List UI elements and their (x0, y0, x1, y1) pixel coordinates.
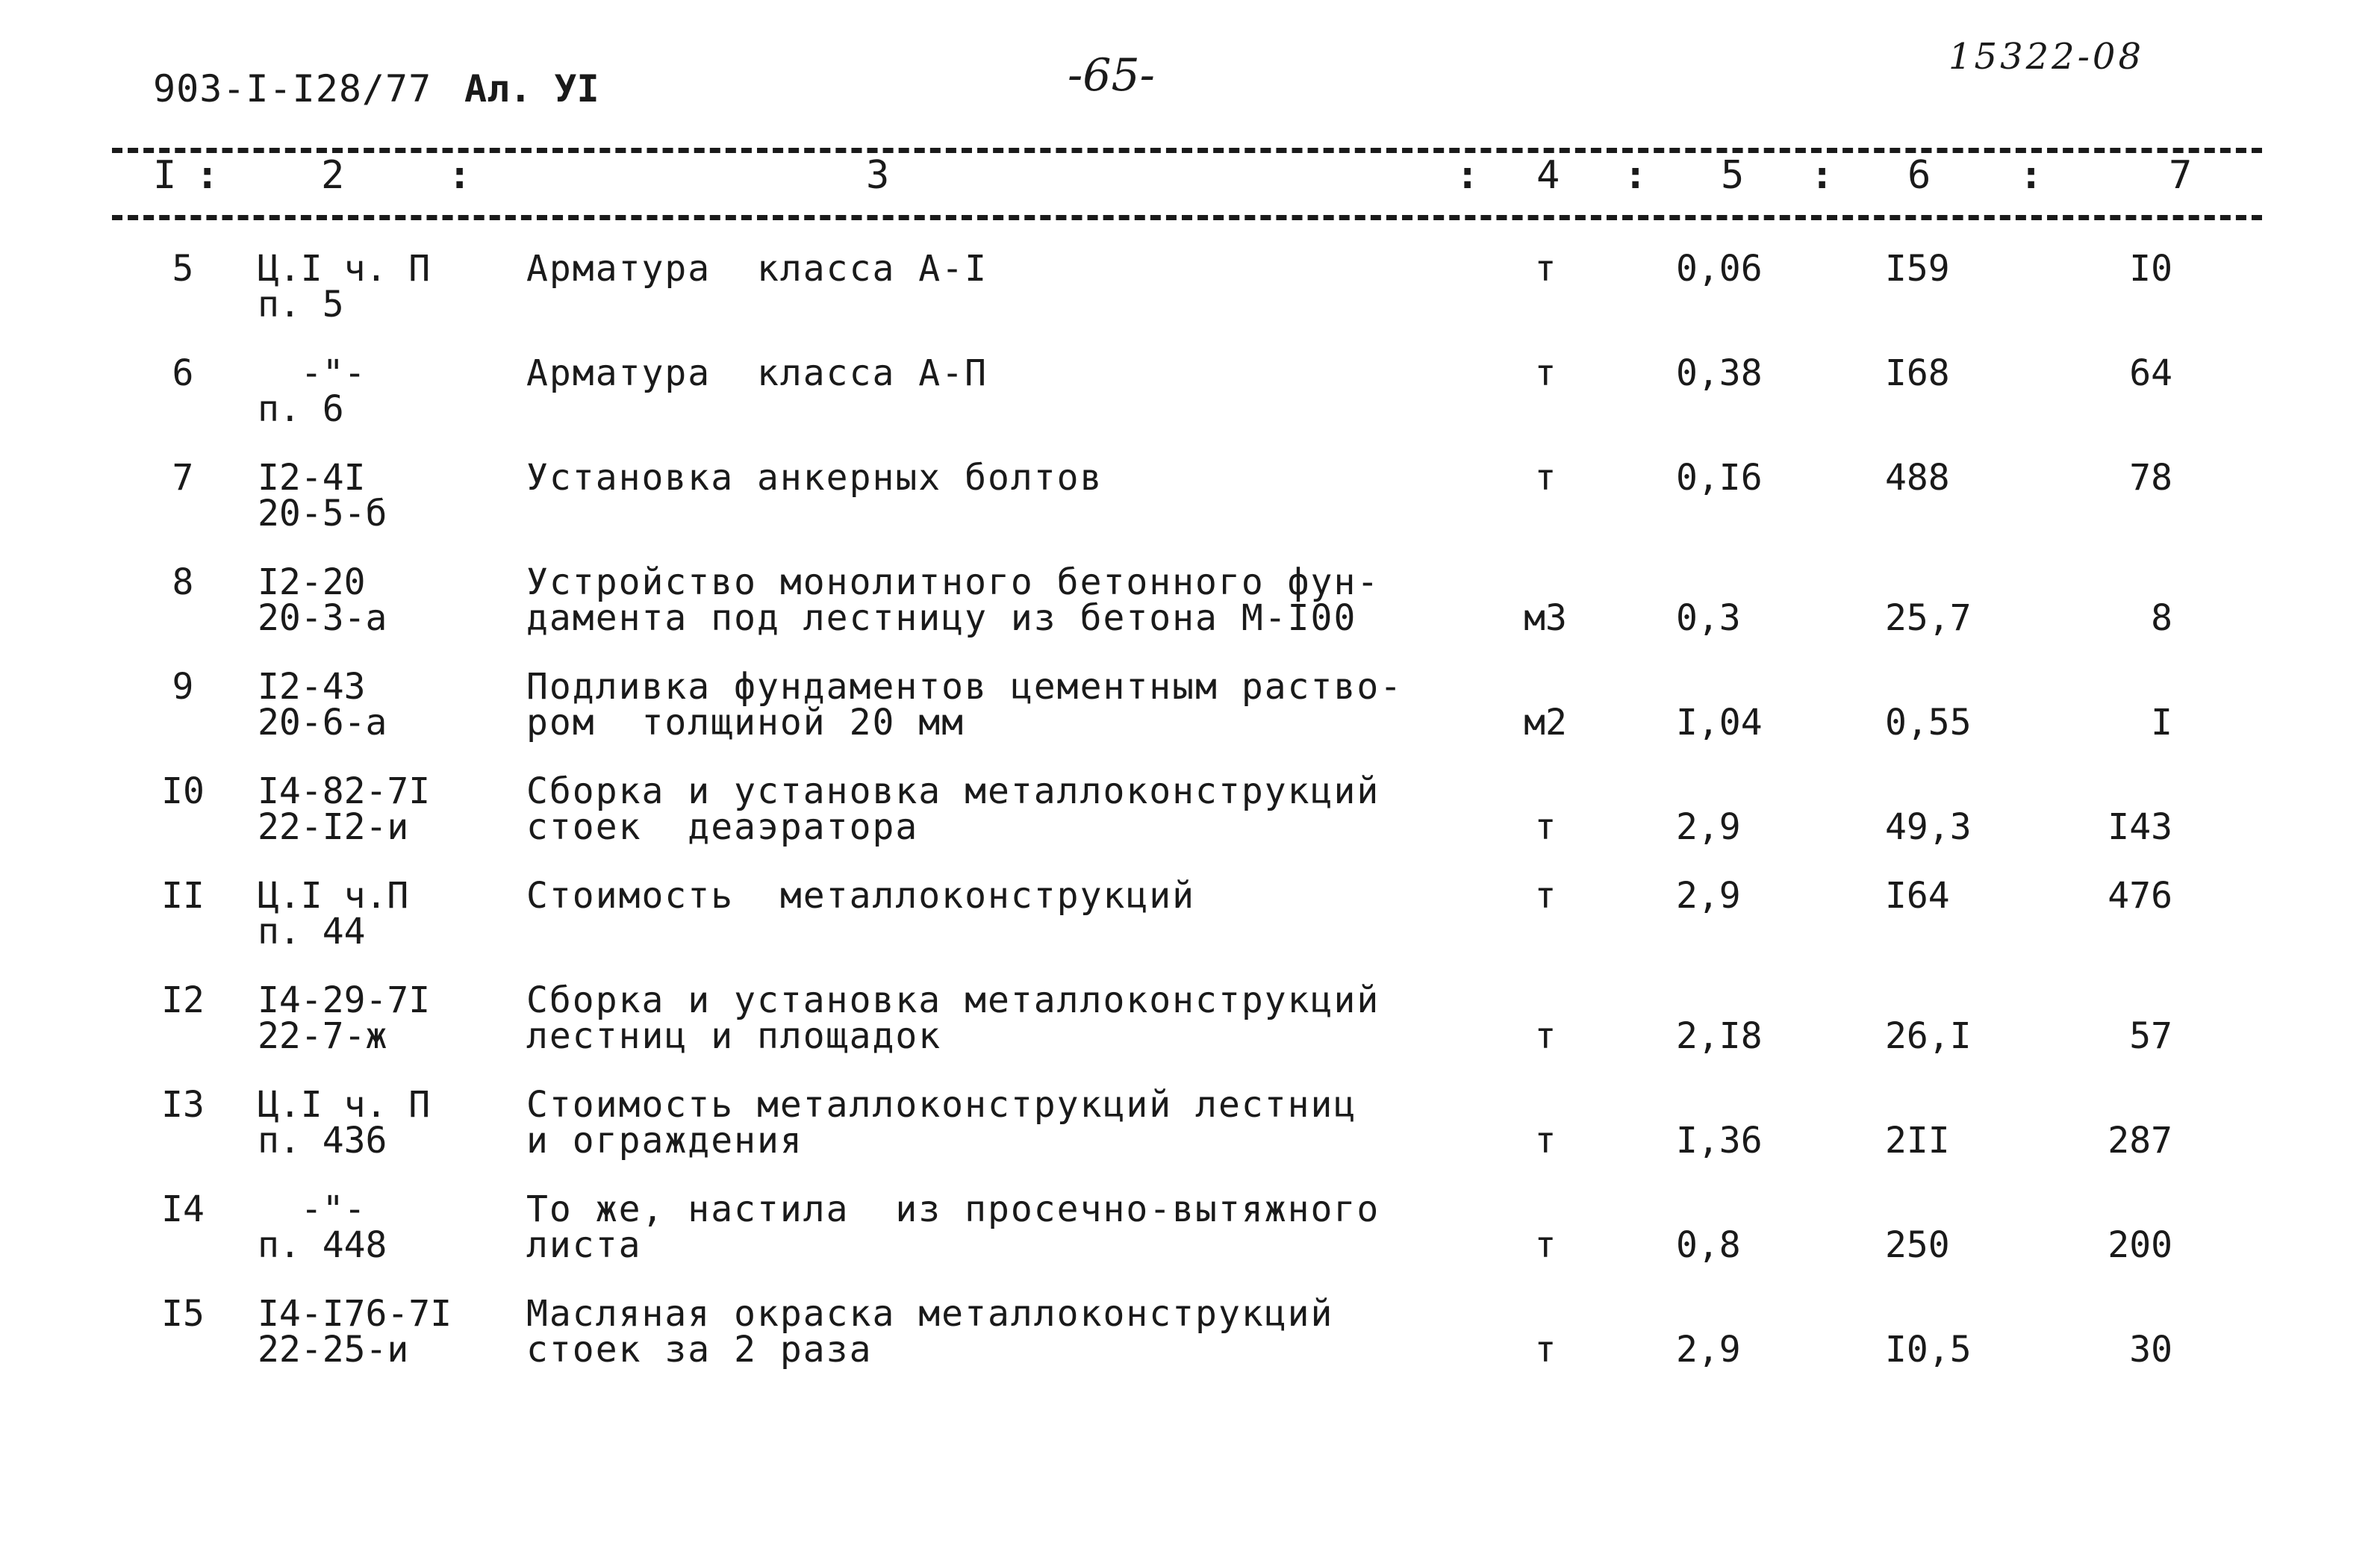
unit-price: 250 (1885, 1224, 1950, 1266)
work-description-cont: и ограждения (526, 1120, 803, 1162)
row-number: I2 (161, 979, 205, 1021)
total-cost: 287 (2108, 1120, 2172, 1162)
norm-code: Ц.I ч. П (258, 1084, 431, 1126)
quantity: 0,I6 (1676, 457, 1763, 499)
norm-subcode: 22-25-и (258, 1329, 409, 1371)
col-header-4: 4 (1536, 153, 1560, 198)
total-cost: 30 (2129, 1329, 2172, 1371)
work-description: Масляная окраска металлоконструкций (526, 1293, 1334, 1335)
norm-code: -"- (258, 1188, 366, 1230)
row-number: 8 (172, 561, 194, 603)
row-number: 5 (172, 248, 194, 290)
col-header-7: 7 (2169, 153, 2193, 198)
col-header-5: 5 (1721, 153, 1745, 198)
norm-subcode: 20-3-а (258, 597, 387, 639)
unit: м2 (1524, 702, 1567, 744)
row-number: II (161, 875, 205, 917)
row-number: I0 (161, 770, 205, 812)
norm-code: I2-4I (258, 457, 366, 499)
unit: т (1534, 1015, 1557, 1057)
quantity: 2,9 (1676, 875, 1741, 917)
header-bottom-rule (112, 215, 2262, 220)
total-cost: 78 (2129, 457, 2172, 499)
norm-subcode: 22-7-ж (258, 1015, 387, 1057)
page-number: -65- (1068, 49, 1155, 102)
norm-subcode: 22-I2-и (258, 806, 409, 848)
row-number: 9 (172, 666, 194, 708)
row-number: I3 (161, 1084, 205, 1126)
norm-subcode: п. 44 (258, 911, 366, 953)
unit-price: 488 (1885, 457, 1950, 499)
unit-price: 26,I (1885, 1015, 1972, 1057)
row-number: I4 (161, 1188, 205, 1230)
unit-price: I59 (1885, 248, 1950, 290)
norm-subcode: п. 5 (258, 284, 344, 325)
quantity: 0,8 (1676, 1224, 1741, 1266)
total-cost: 8 (2151, 597, 2172, 639)
col-separator: : (1810, 153, 1834, 198)
unit-price: I64 (1885, 875, 1950, 917)
col-header-3: 3 (866, 153, 890, 198)
norm-code: I2-43 (258, 666, 366, 708)
norm-subcode: п. 436 (258, 1120, 387, 1162)
archive-stamp: 15322-08 (1948, 36, 2144, 78)
norm-subcode: 20-6-а (258, 702, 387, 744)
unit: т (1534, 1329, 1557, 1371)
total-cost: 57 (2129, 1015, 2172, 1057)
quantity: 2,9 (1676, 1329, 1741, 1371)
work-description: Сборка и установка металлоконструкций (526, 979, 1380, 1021)
col-separator: : (2019, 153, 2043, 198)
row-number: 6 (172, 352, 194, 394)
norm-code: I4-82-7I (258, 770, 431, 812)
work-description-cont: ром толщиной 20 мм (526, 702, 965, 744)
norm-subcode: п. 448 (258, 1224, 387, 1266)
unit: т (1534, 806, 1557, 848)
unit-price: 2II (1885, 1120, 1950, 1162)
unit: т (1534, 875, 1557, 917)
unit-price: 25,7 (1885, 597, 1972, 639)
col-header-6: 6 (1907, 153, 1931, 198)
total-cost: 200 (2108, 1224, 2172, 1266)
unit: т (1534, 352, 1557, 394)
work-description: Стоимость металлоконструкций (526, 875, 1196, 917)
norm-code: -"- (258, 352, 366, 394)
norm-subcode: п. 6 (258, 388, 344, 430)
norm-code: I4-29-7I (258, 979, 431, 1021)
norm-code: Ц.I ч. П (258, 248, 431, 290)
unit: т (1534, 1224, 1557, 1266)
quantity: 0,38 (1676, 352, 1763, 394)
col-separator: : (1456, 153, 1480, 198)
quantity: I,36 (1676, 1120, 1763, 1162)
norm-code: Ц.I ч.П (258, 875, 409, 917)
row-number: I5 (161, 1293, 205, 1335)
doc-code: 903-I-I28/77 (153, 67, 432, 110)
total-cost: I43 (2108, 806, 2172, 848)
work-description: Арматура класса А-П (526, 352, 988, 394)
col-separator: : (196, 153, 219, 198)
work-description: Подливка фундаментов цементным раство- (526, 666, 1404, 708)
work-description: Сборка и установка металлоконструкций (526, 770, 1380, 812)
album-label: Ал. УI (464, 67, 599, 110)
work-description: То же, настила из просечно-вытяжного (526, 1188, 1380, 1230)
unit: т (1534, 1120, 1557, 1162)
work-description-cont: дамента под лестницу из бетона М-I00 (526, 597, 1357, 639)
unit: т (1534, 248, 1557, 290)
work-description-cont: стоек за 2 раза (526, 1329, 873, 1371)
quantity: I,04 (1676, 702, 1763, 744)
quantity: 0,3 (1676, 597, 1741, 639)
unit: м3 (1524, 597, 1567, 639)
total-cost: 476 (2108, 875, 2172, 917)
norm-subcode: 20-5-б (258, 493, 387, 534)
page-number-value: 65 (1082, 49, 1140, 102)
norm-code: I4-I76-7I (258, 1293, 452, 1335)
work-description-cont: стоек деаэратора (526, 806, 919, 848)
col-separator: : (448, 153, 472, 198)
row-number: 7 (172, 457, 194, 499)
header-top-rule (112, 148, 2262, 153)
unit-price: 0,55 (1885, 702, 1972, 744)
norm-code: I2-20 (258, 561, 366, 603)
work-description: Устройство монолитного бетонного фун- (526, 561, 1380, 603)
work-description: Стоимость металлоконструкций лестниц (526, 1084, 1357, 1126)
col-header-1: I (153, 153, 177, 198)
unit-price: 49,3 (1885, 806, 1972, 848)
total-cost: 64 (2129, 352, 2172, 394)
work-description: Арматура класса А-I (526, 248, 988, 290)
col-header-2: 2 (321, 153, 345, 198)
unit-price: I0,5 (1885, 1329, 1972, 1371)
work-description: Установка анкерных болтов (526, 457, 1103, 499)
quantity: 2,9 (1676, 806, 1741, 848)
unit-price: I68 (1885, 352, 1950, 394)
unit: т (1534, 457, 1557, 499)
total-cost: I0 (2129, 248, 2172, 290)
total-cost: I (2151, 702, 2172, 744)
quantity: 2,I8 (1676, 1015, 1763, 1057)
work-description-cont: листа (526, 1224, 642, 1266)
col-separator: : (1624, 153, 1648, 198)
work-description-cont: лестниц и площадок (526, 1015, 942, 1057)
quantity: 0,06 (1676, 248, 1763, 290)
